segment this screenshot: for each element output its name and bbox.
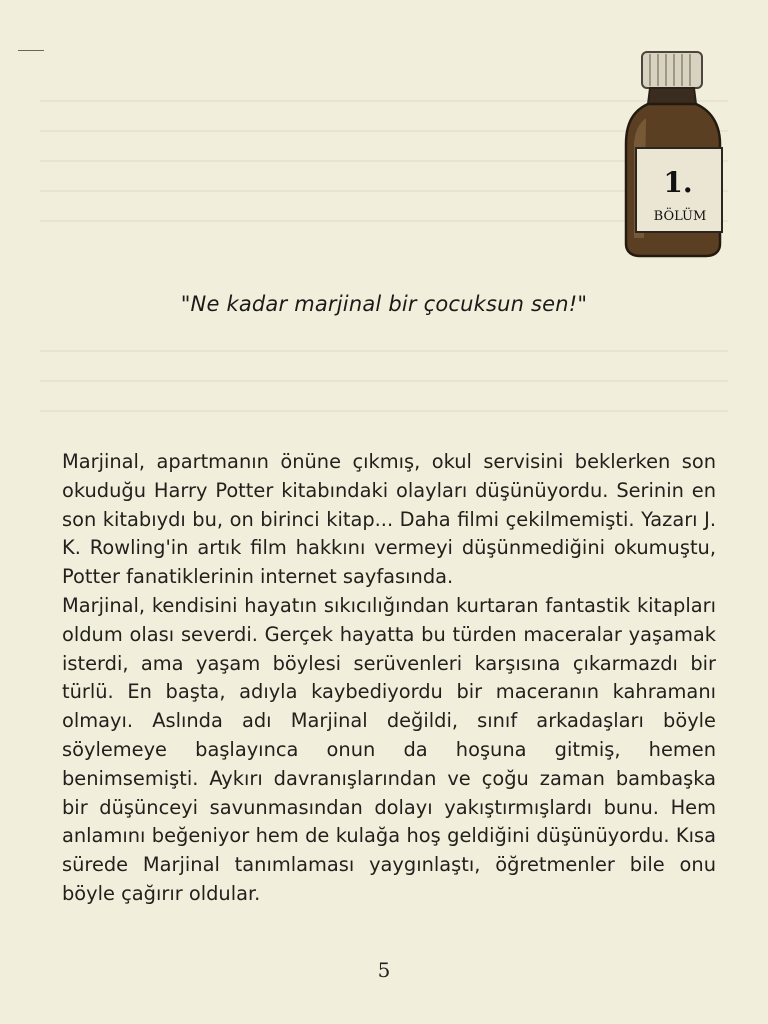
page-number: 5 — [377, 958, 391, 982]
bleed-through-line — [40, 380, 728, 382]
bleed-through-line — [40, 350, 728, 352]
body-paragraph: Marjinal, kendisini hayatın sıkıcılığından kurtaran fantastik kitapları oldum olası severdi. Gerçek hayatta bu türden maceralar yaşamak isterdi, ama yaşam böylesi serüvenleri karşısına çıkarmazdı bir türlü. En başta, adıyla kaybediyordu bir maceranın kahramanı olmayı. Aslında adı Marjinal değildi, sınıf arkadaşları böyle söylemeye başlayınca onun da hoşuna gitmiş, hemen benimsemişti. Aykırı davranışlarından ve çoğu zaman bambaşka bir düşünceyi savunmasından dolayı yakıştırmışlardı bunu. Hem anlamını beğeniyor hem de kulağa hoş geldiğini düşünüyordu. Kısa sürede Marjinal tanımlaması yaygınlaştı, öğretmenler bile onu böyle çağırır oldular. — [62, 593, 716, 905]
bleed-through-line — [40, 410, 728, 412]
corner-mark — [18, 50, 44, 51]
body-paragraph: Marjinal, apartmanın önüne çıkmış, okul servisini beklerken son okuduğu Harry Potter kitabındaki olayları düşünüyordu. Serinin en son kitabıydı bu, on birinci kitap... Daha filmi çekilmemişti. Yazarı J. K. Rowling'in artık film hakkını vermeyi düşünmediğini okumuştu, Potter fanatiklerinin internet sayfasında. — [62, 450, 716, 589]
chapter-title: BÖLÜM — [653, 209, 707, 224]
chapter-epigraph: "Ne kadar marjinal bir çocuksun sen!" — [180, 292, 588, 316]
chapter-body — [62, 448, 716, 909]
chapter-bottle-illustration — [620, 48, 724, 260]
chapter-number: 1. — [663, 166, 693, 199]
